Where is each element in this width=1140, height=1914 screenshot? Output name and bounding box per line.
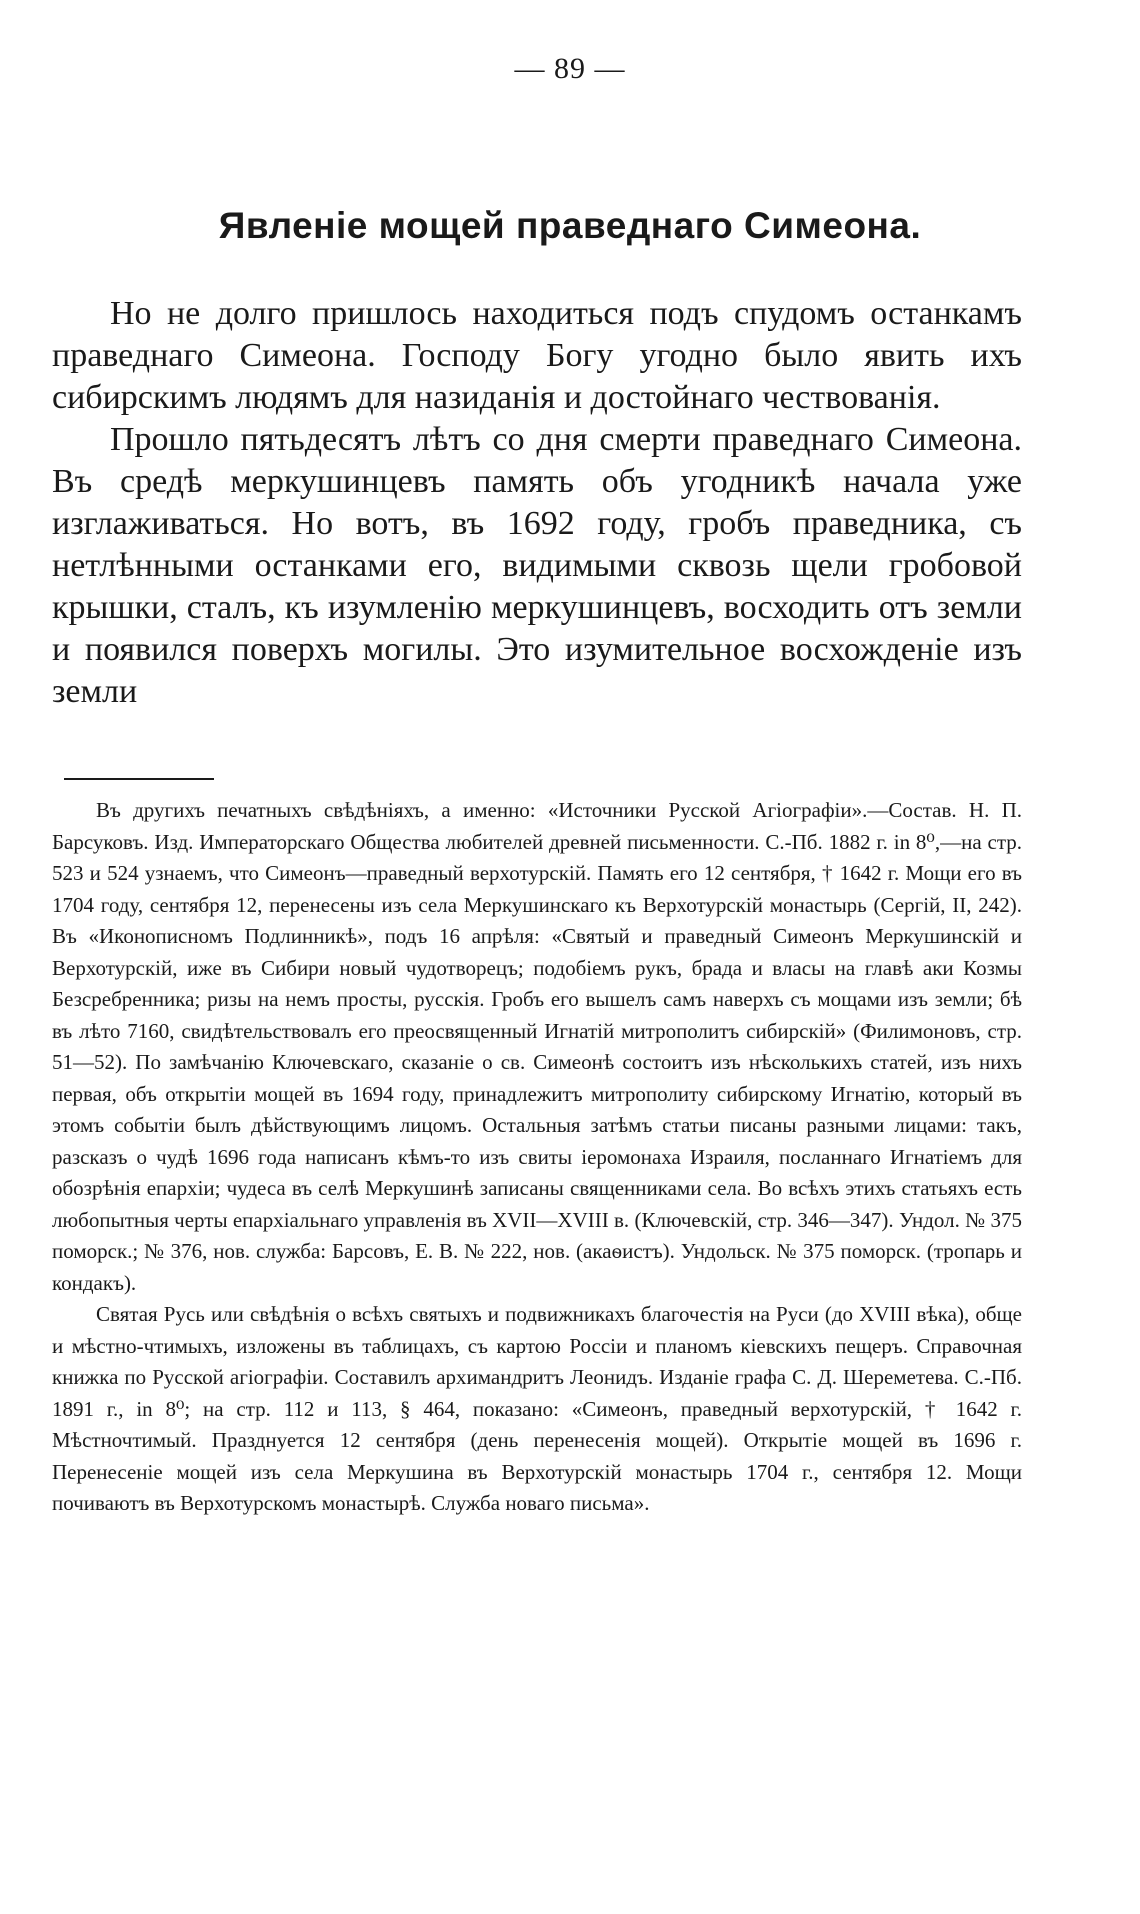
main-text [52, 293, 1022, 713]
page-number: — 89 — [514, 52, 626, 85]
footnotes [52, 795, 1022, 1520]
chapter-title: Явленіе мощей праведнаго Симеона. [218, 205, 922, 246]
footnote-separator [64, 778, 214, 780]
footnote-paragraph: Въ другихъ печатныхъ свѣдѣніяхъ, а именно: «Источники Русской Агіографіи».—Состав. Н. П. Барсуковъ. Изд. Императорскаго Общества любителей древней письменности. С.-Пб. 1882 г. in 8⁰,—на стр. 523 и 524 узнаемъ, что Симеонъ—праведный верхотурскій. Память его 12 сентября, † 1642 г. Мощи его въ 1704 году, сентября 12, перенесены изъ села Меркушинскаго къ Верхотурскій монастырь (Сергій, II, 242). Въ «Иконописномъ Подлинникѣ», подъ 16 апрѣля: «Святый и праведный Симеонъ Меркушинскій и Верхотурскій, иже въ Сибири новый чудотворецъ; подобіемъ рукъ, брада и власы на главѣ аки Козмы Безсребренника; ризы на немъ просты, русскія. Гробъ его вышелъ самъ наверхъ съ мощами изъ земли; бѣ въ лѣто 7160, свидѣтельствовалъ его преосвященный Игнатій митрополитъ сибирскій» (Филимоновъ, стр. 51—52). По замѣчанію Ключевскаго, сказаніе о св. Симеонѣ состоитъ изъ нѣсколькихъ статей, изъ нихъ первая, объ открытіи мощей въ 1694 году, принадлежитъ митрополиту сибирскому Игнатію, который въ этомъ событіи былъ дѣйствующимъ лицомъ. Остальныя затѣмъ статьи писаны разными лицами: такъ, разсказъ о чудѣ 1696 года написанъ кѣмъ-то изъ свиты іеромонаха Израиля, посланнаго Игнатіемъ для обозрѣнія епархіи; чудеса въ селѣ Меркушинѣ записаны священниками села. Во всѣхъ этихъ статьяхъ есть любопытныя черты епархіальнаго управленія въ XVII—XVIII в. (Ключевскій, стр. 346—347). Ундол. № 375 поморск.; № 376, нов. служба: Барсовъ, Е. В. № 222, нов. (акаѳистъ). Ундольск. № 375 поморск. (тропарь и кондакъ). [52, 798, 1022, 1295]
main-paragraph: Но не долго пришлось находиться подъ спудомъ останкамъ праведнаго Симеона. Господу Богу угодно было явить ихъ сибирскимъ людямъ для назиданія и достойнаго чествованія. [52, 295, 1022, 416]
main-paragraph: Прошло пятьдесятъ лѣтъ со дня смерти праведнаго Симеона. Въ средѣ меркушинцевъ память объ угодникѣ начала уже изглаживаться. Но вотъ, въ 1692 году, гробъ праведника, съ нетлѣнными останками его, видимыми сквозь щели гробовой крышки, сталъ, къ изумленію меркушинцевъ, восходить отъ земли и появился поверхъ могилы. Это изумительное восхожденіе изъ земли [52, 421, 1022, 710]
footnote-paragraph: Святая Русь или свѣдѣнія о всѣхъ святыхъ и подвижникахъ благочестія на Руси (до XVIII вѣка), обще и мѣстно-чтимыхъ, изложены въ таблицахъ, съ картою Россіи и планомъ кіевскихъ пещеръ. Справочная книжка по Русской агіографіи. Составилъ архимандритъ Леонидъ. Изданіе графа С. Д. Шереметева. С.-Пб. 1891 г., in 8⁰; на стр. 112 и 113, § 464, показано: «Симеонъ, праведный верхотурскій, † 1642 г. Мѣстночтимый. Празднуется 12 сентября (день перенесенія мощей). Открытіе мощей въ 1696 г. Перенесеніе мощей изъ села Меркушина въ Верхотурскій монастырь 1704 г., сентября 12. Мощи почиваютъ въ Верхотурскомъ монастырѣ. Служба новаго письма». [52, 1302, 1022, 1515]
